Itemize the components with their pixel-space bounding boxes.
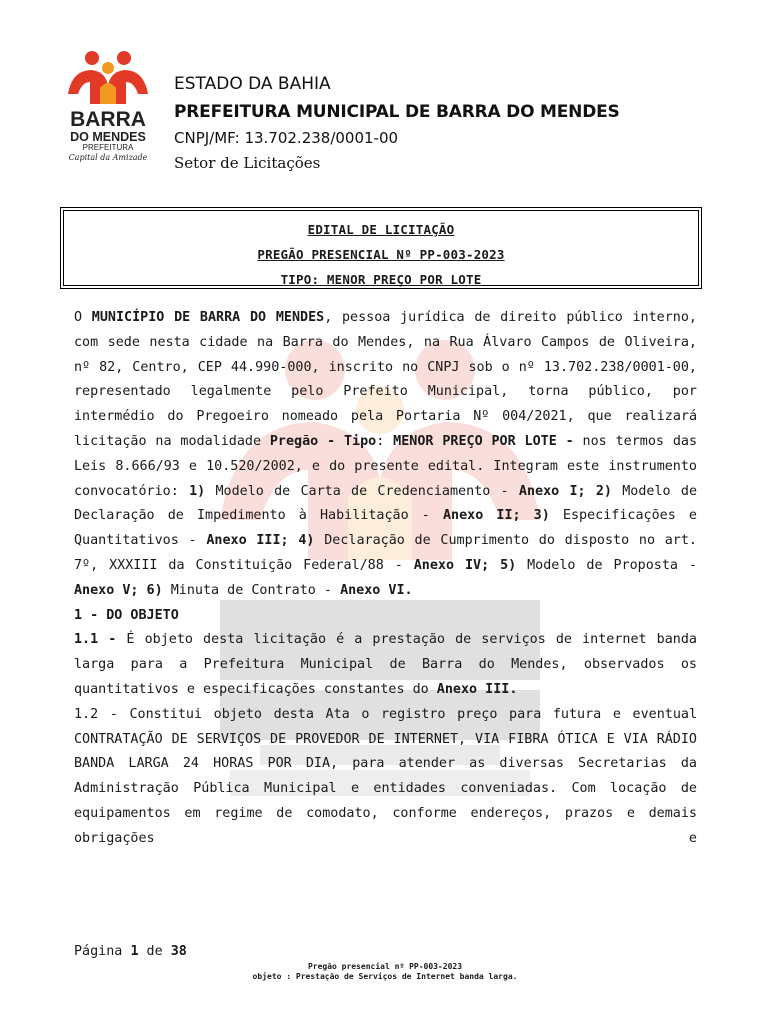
clause-1-2: 1.2 - Constitui objeto desta Ata o registro preço para futura e eventual CONTRATAÇÃO DE SERVIÇOS DE PROVEDOR DE INTERNET, VIA FIBRA ÓTICA E VIA RÁDIO BANDA LARGA 24 HORAS POR DIA, para atender as diversas Secretarias da Administração Pública Municipal e entidades conveniadas. Com locação de equipamentos em regime de comodato, conforme endereços, prazos e demais obrigações e bbox=[74, 706, 697, 846]
title-line-3: TIPO: MENOR PREÇO POR LOTE bbox=[280, 272, 482, 287]
svg-text:DO MENDES: DO MENDES bbox=[70, 130, 146, 144]
state-name: ESTADO DA BAHIA bbox=[174, 74, 331, 94]
footer-line-1: Pregão presencial nº PP-003-2023 bbox=[307, 962, 463, 971]
sector-name: Setor de Licitações bbox=[174, 154, 321, 172]
section-title: 1 - DO OBJETO bbox=[74, 607, 179, 623]
intro-paragraph: O MUNICÍPIO DE BARRA DO MENDES, pessoa jurídica de direito público interno, com sede nesta cidade na Barra do Mendes, na Rua Álvaro Campos de Oliveira, nº 82, Centro, CEP 44.990-000, inscrito no CNPJ sob o nº 13.702.238/0001-00, representado legalmente pelo Prefeito Municipal, torna público, por intermédio do Pregoeiro nomeado pela Portaria Nº 004/2021, que realizará licitação na modalidade Pregão - Tipo: MENOR PREÇO POR LOTE - nos termos das Leis 8.666/93 e 10.520/2002, e do presente edital. Integram este instrumento convocatório: 1) Modelo de Carta de Credenciamento - Anexo I; 2) Modelo de Declaração de Impedimento à Habilitação - Anexo II; 3) Especificações e Quantitativos - Anexo III; 4) Declaração de Cumprimento do disposto no art. 7º, XXXIII da Constituição Federal/88 - Anexo IV; 5) Modelo de Proposta - Anexo V; 6) Minuta de Contrato - Anexo VI. bbox=[74, 310, 698, 598]
cnpj: CNPJ/MF: 13.702.238/0001-00 bbox=[174, 129, 399, 147]
document-body bbox=[74, 306, 697, 852]
letterhead bbox=[174, 70, 620, 176]
svg-text:Capital da Amizade: Capital da Amizade bbox=[68, 153, 148, 162]
page-footer bbox=[0, 962, 770, 982]
logo-text: BARRA bbox=[70, 108, 146, 131]
clause-1-1: 1.1 - É objeto desta licitação é a prestação de serviços de internet banda larga para a Prefeitura Municipal de Barra do Mendes, observados os quantitativos e especificações constantes do Anexo III. bbox=[74, 632, 697, 697]
title-line-2: PREGÃO PRESENCIAL Nº PP-003-2023 bbox=[257, 247, 505, 262]
page-number: Página 1 de 38 bbox=[74, 944, 187, 959]
footer-line-2: objeto : Prestação de Serviços de Internet banda larga. bbox=[252, 972, 518, 981]
title-box bbox=[60, 207, 702, 289]
title-line-1: EDITAL DE LICITAÇÃO bbox=[307, 222, 455, 237]
svg-text:PREFEITURA: PREFEITURA bbox=[82, 143, 134, 152]
logo-figures-icon bbox=[62, 46, 154, 166]
prefecture-name: PREFEITURA MUNICIPAL DE BARRA DO MENDES bbox=[174, 102, 620, 122]
prefecture-logo bbox=[62, 46, 154, 166]
